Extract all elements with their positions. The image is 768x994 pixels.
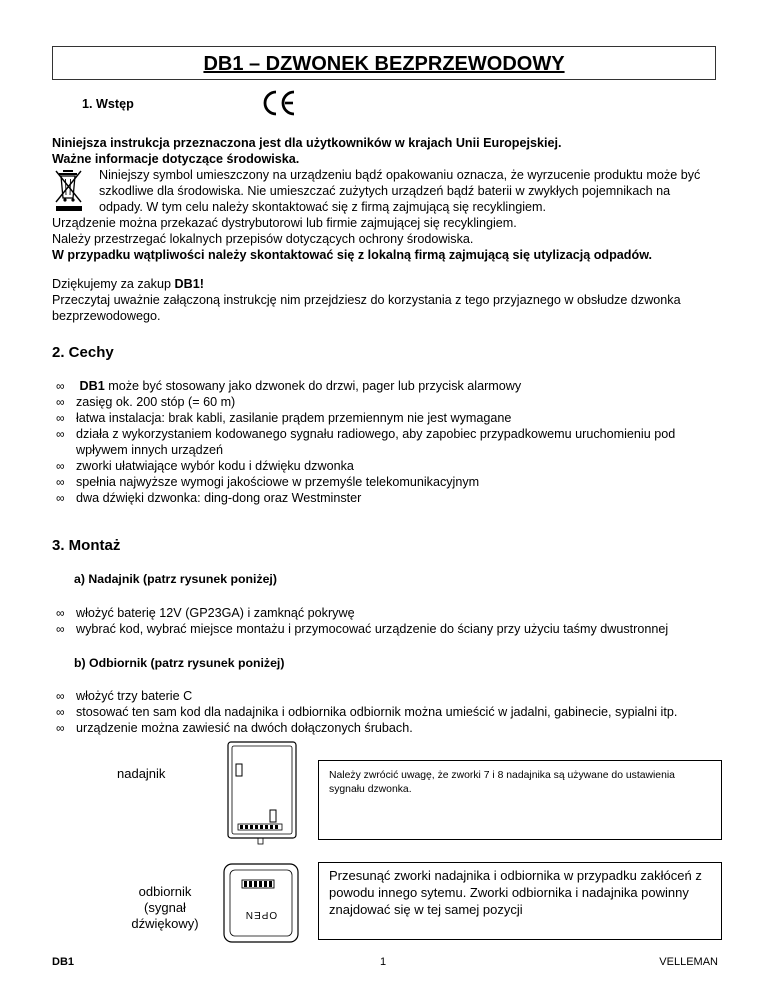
read-line-1: Przeczytaj uważnie załączoną instrukcję nim przejdziesz do korzystania z tego przyjaznego w obsłudze dzwonka bbox=[52, 293, 681, 307]
transmitter-step: ∞ włożyć baterię 12V (GP23GA) i zamknąć pokrywę bbox=[56, 605, 746, 621]
feature-item: ∞ działa z wykorzystaniem kodowanego sygnału radiowego, aby zapobiec przypadkowemu uruchomieniu pod bbox=[56, 426, 746, 442]
receiver-drawing bbox=[222, 862, 300, 944]
weee-text-line-3: odpady. W tym celu należy skontaktować się z firmą zajmującą się recyklingiem. bbox=[99, 200, 547, 214]
feature-product: DB1 bbox=[79, 379, 105, 393]
feature-item: ∞ dwa dźwięki dzwonka: ding-dong oraz Westminster bbox=[56, 490, 746, 506]
footer-brand: VELLEMAN bbox=[659, 956, 718, 968]
intro-line-doubt: W przypadku wątpliwości należy skontaktować się z lokalną firmą zajmującą się utylizacją odpadów. bbox=[52, 248, 653, 262]
feature-item: ∞ zasięg ok. 200 stóp (= 60 m) bbox=[56, 394, 746, 410]
receiver-label-line-2: (sygnał bbox=[144, 900, 186, 915]
page-title-text: DB1 – DZWONEK BEZPRZEWODOWY bbox=[203, 53, 565, 75]
feature-item: ∞ łatwa instalacja: brak kabli, zasilanie prądem przemiennym nie jest wymagane bbox=[56, 410, 746, 426]
transmitter-step: ∞ wybrać kod, wybrać miejsce montażu i przymocować urządzenie do ściany przy użyciu taśmy dwustronnej bbox=[56, 621, 746, 637]
intro-line-env: Ważne informacje dotyczące środowiska. bbox=[52, 152, 300, 166]
feature-continuation-text: wpływem innych urządzeń bbox=[76, 443, 223, 457]
receiver-step: ∞ stosować ten sam kod dla nadajnika i odbiornika odbiornik można umieścić w jadalni, gabinecie, sypialni itp. bbox=[56, 704, 746, 720]
features-list bbox=[56, 378, 746, 506]
section-mounting-heading: 3. Montaż bbox=[52, 537, 121, 554]
feature-item-continuation bbox=[56, 442, 746, 458]
weee-text-line-2: szkodliwe dla środowiska. Nie umieszczać zużytych urządzeń bądź baterii w zwykłych pojemnikach na bbox=[99, 184, 671, 198]
weee-bin-icon bbox=[54, 168, 84, 212]
ce-mark-icon bbox=[260, 88, 300, 118]
receiver-steps bbox=[56, 688, 746, 736]
thanks-product: DB1! bbox=[174, 277, 204, 291]
weee-text-line-1: Niniejszy symbol umieszczony na urządzeniu bądź opakowaniu oznacza, że wyrzucenie produktu może być bbox=[99, 168, 701, 182]
transmitter-subheading: a) Nadajnik (patrz rysunek poniżej) bbox=[74, 572, 277, 586]
section-intro-heading: 1. Wstęp bbox=[82, 97, 134, 111]
feature-item: ∞ zworki ułatwiające wybór kodu i dźwięku dzwonka bbox=[56, 458, 746, 474]
transmitter-note bbox=[318, 760, 722, 840]
read-line-2: bezprzewodowego. bbox=[52, 309, 161, 323]
section-features-heading: 2. Cechy bbox=[52, 344, 114, 361]
footer-model: DB1 bbox=[52, 956, 75, 968]
receiver-open-text: OPEN bbox=[244, 909, 278, 920]
receiver-label-line-1: odbiornik bbox=[138, 884, 192, 899]
thanks-prefix: Dziękujemy za zakup bbox=[52, 277, 175, 291]
feature-product-desc: może być stosowany jako dzwonek do drzwi, pager lub przycisk alarmowy bbox=[104, 379, 522, 393]
intro-line-dealer: Urządzenie można przekazać dystrybutorowi lub firmie zajmującej się recyklingiem. bbox=[52, 216, 517, 230]
transmitter-drawing bbox=[224, 740, 300, 846]
intro-line-rules: Należy przestrzegać lokalnych przepisów dotyczących ochrony środowiska. bbox=[52, 232, 474, 246]
receiver-note-text: Przesunąć zworki nadajnika i odbiornika w przypadku zakłóceń z powodu innego sytemu. Zworki odbiornika i nadajnika powinny znajdować się w tej samej pozycji bbox=[329, 868, 702, 917]
receiver-subheading: b) Odbiornik (patrz rysunek poniżej) bbox=[74, 656, 285, 670]
receiver-step: ∞ włożyć trzy baterie C bbox=[56, 688, 746, 704]
footer-page-number: 1 bbox=[380, 956, 387, 968]
receiver-note bbox=[318, 862, 722, 940]
receiver-label-line-3: dźwiękowy) bbox=[131, 916, 199, 931]
transmitter-note-text: Należy zwrócić uwagę, że zworki 7 i 8 nadajnika są używane do ustawienia sygnału dzwonka. bbox=[329, 770, 675, 795]
transmitter-label: nadajnik bbox=[117, 766, 166, 781]
receiver-label bbox=[120, 884, 210, 932]
feature-item bbox=[56, 378, 746, 394]
page-title bbox=[52, 46, 716, 80]
thanks-line bbox=[52, 276, 742, 292]
receiver-step: ∞ urządzenie można zawiesić na dwóch dołączonych śrubach. bbox=[56, 720, 746, 736]
feature-item: ∞ spełnia najwyższe wymogi jakościowe w przemyśle telekomunikacyjnym bbox=[56, 474, 746, 490]
transmitter-steps bbox=[56, 605, 746, 637]
intro-line-eu: Niniejsza instrukcja przeznaczona jest dla użytkowników w krajach Unii Europejskiej. bbox=[52, 136, 562, 150]
